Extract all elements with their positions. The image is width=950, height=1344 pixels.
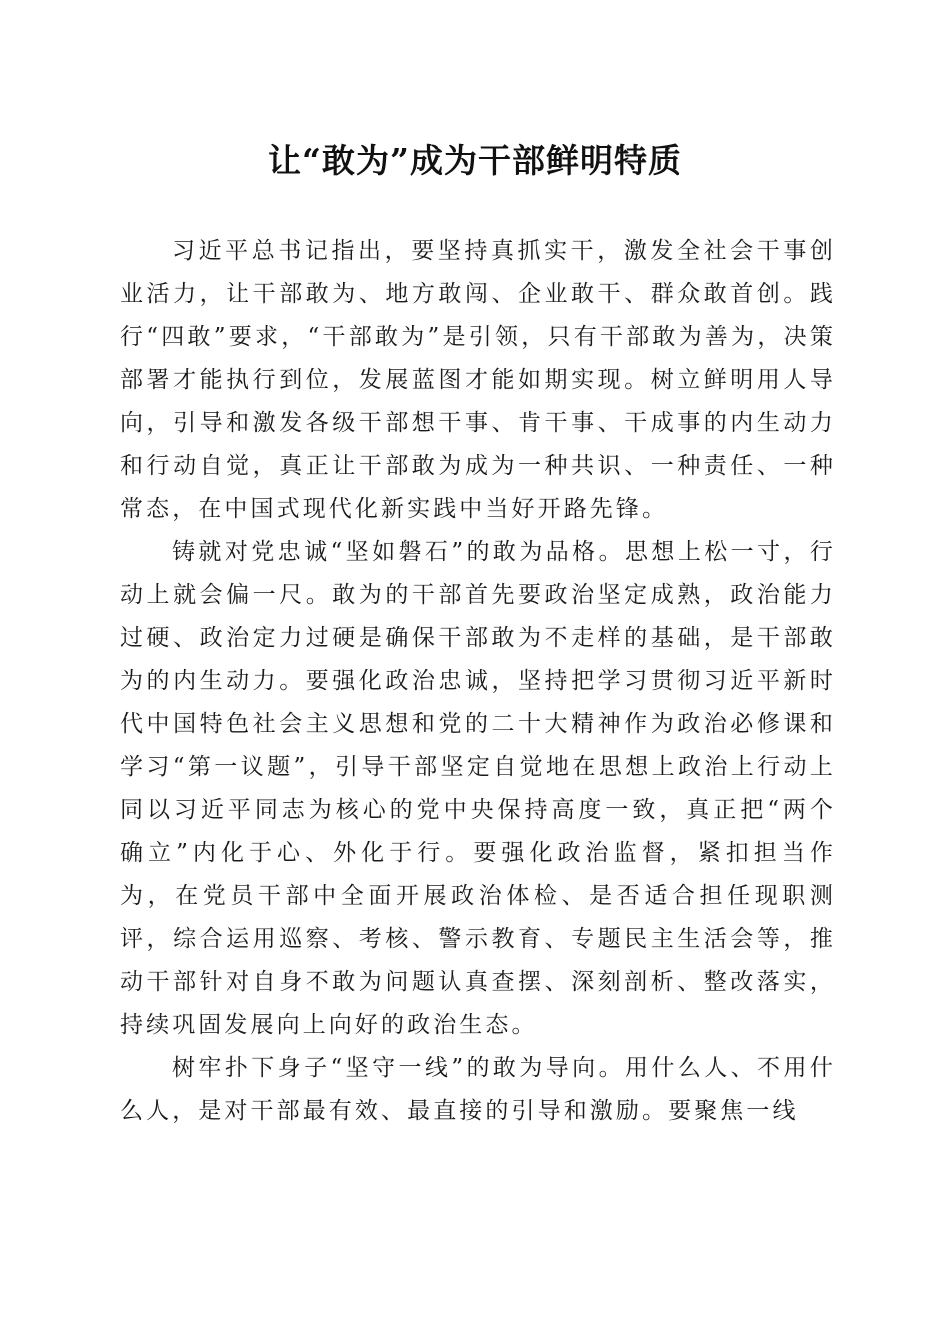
document-title: 让“敢为”成为干部鲜明特质 [268, 141, 682, 180]
document-body [120, 230, 836, 1133]
paragraph-2: 铸就对党忠诚“坚如磐石”的敢为品格。思想上松一寸，行动上就会偏一尺。敢为的干部首先要政治坚定成熟，政治能力过硬、政治定力过硬是确保干部敢为不走样的基础，是干部敢为的内生动力。要强化政治忠诚，坚持把学习贯彻习近平新时代中国特色社会主义思想和党的二十大精神作为政治必修课和学习“第一议题”，引导干部坚定自觉地在思想上政治上行动上同以习近平同志为核心的党中央保持高度一致，真正把“两个确立”内化于心、外化于行。要强化政治监督，紧扣担当作为，在党员干部中全面开展政治体检、是否适合担任现职测评，综合运用巡察、考核、警示教育、专题民主生活会等，推动干部针对自身不敢为问题认真查摆、深刻剖析、整改落实，持续巩固发展向上向好的政治生态。 [120, 539, 836, 1038]
paragraph-1: 习近平总书记指出，要坚持真抓实干，激发全社会干事创业活力，让干部敢为、地方敢闯、企业敢干、群众敢首创。践行“四敢”要求，“干部敢为”是引领，只有干部敢为善为，决策部署才能执行到位，发展蓝图才能如期实现。树立鲜明用人导向，引导和激发各级干部想干事、肯干事、干成事的内生动力和行动自觉，真正让干部敢为成为一种共识、一种责任、一种常态，在中国式现代化新实践中当好开路先锋。 [120, 238, 836, 522]
paragraph-3: 树牢扑下身子“坚守一线”的敢为导向。用什么人、不用什么人，是对干部最有效、最直接的引导和激励。要聚焦一线 [120, 1055, 836, 1124]
